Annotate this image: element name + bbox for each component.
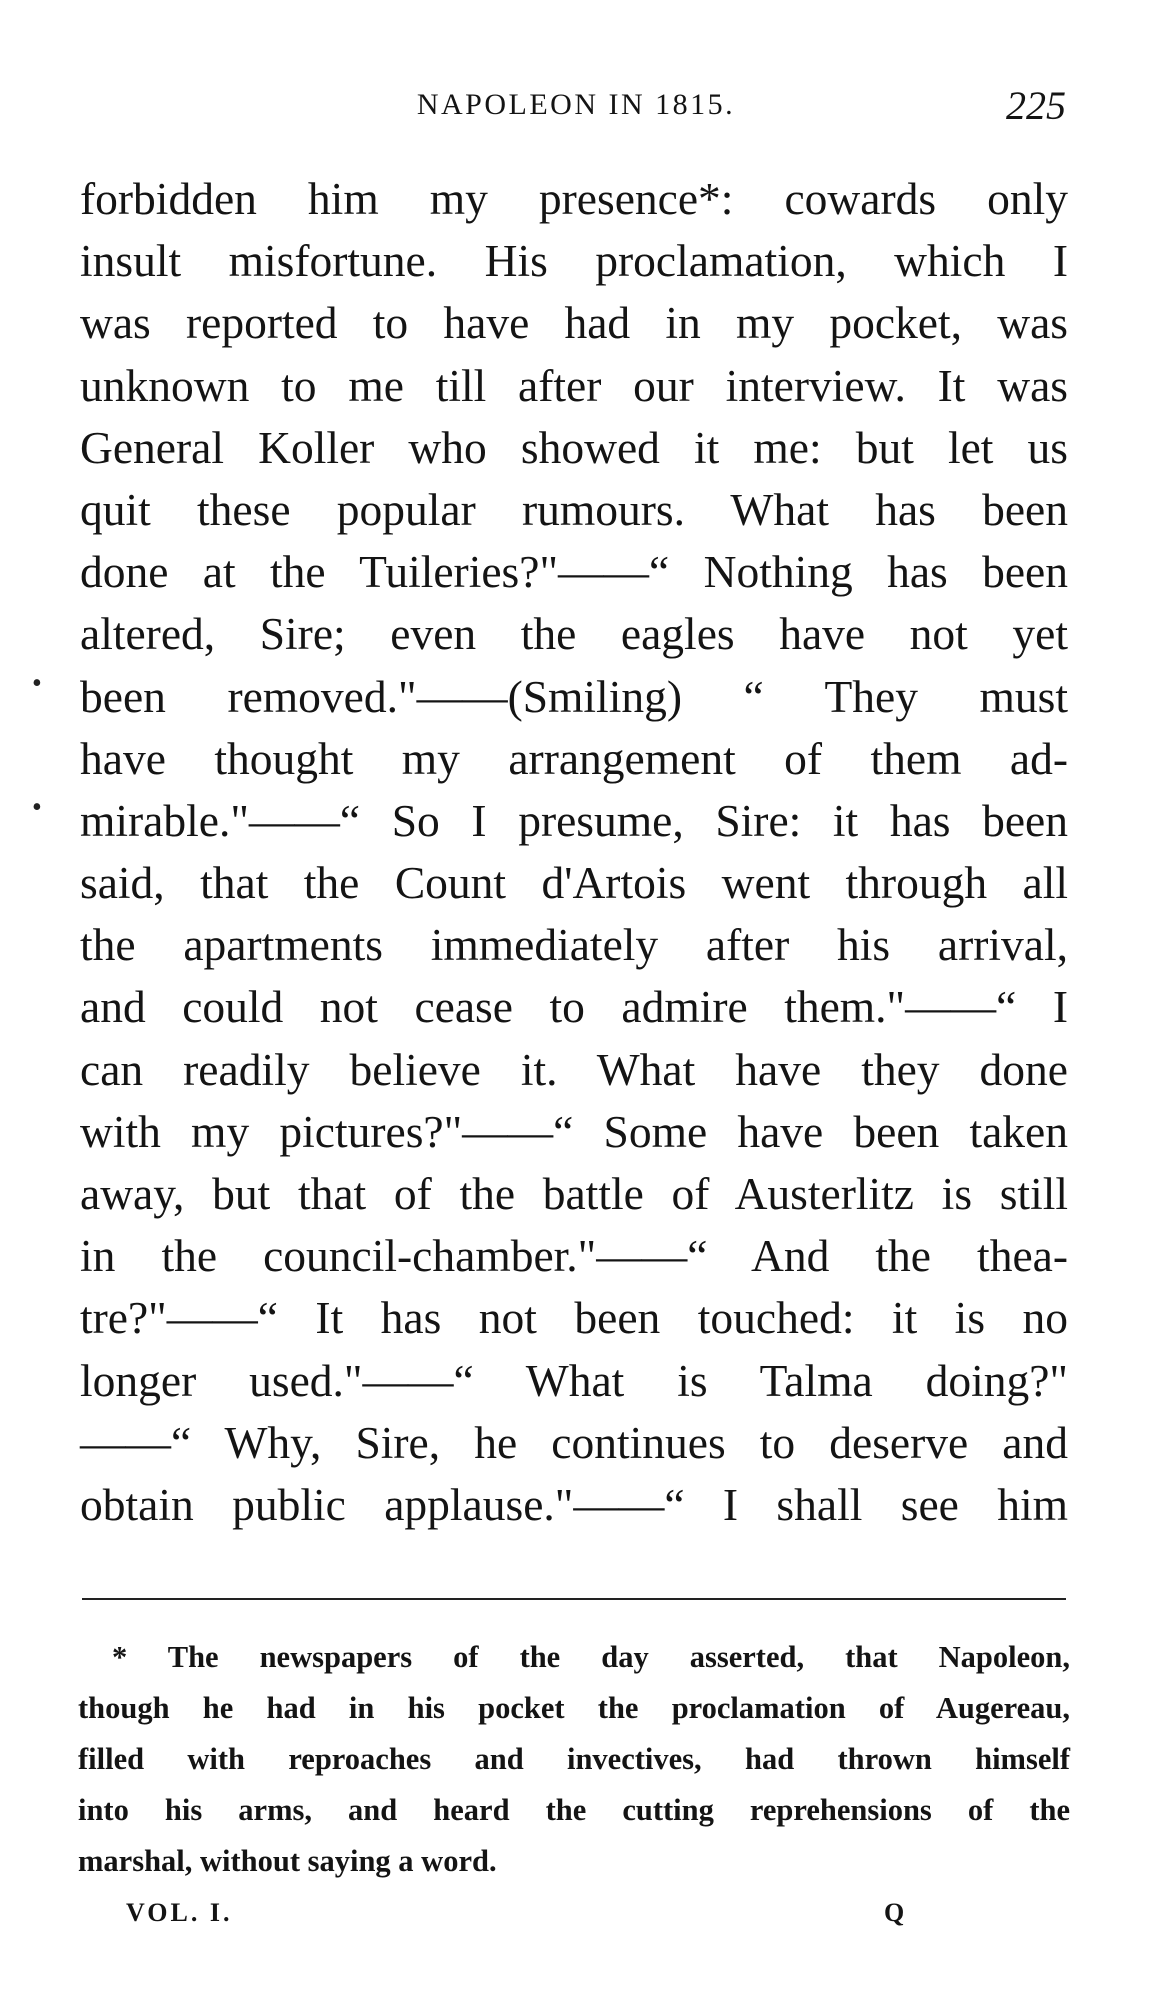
text-line: ——“ Why, Sire, he continues to deserve and xyxy=(80,1416,1068,1468)
text-line: insult misfortune. His proclamation, which I xyxy=(80,235,1068,287)
text-line: said, that the Count d'Artois went through all xyxy=(80,857,1068,909)
signature-mark: Q xyxy=(884,1898,905,1927)
footnote xyxy=(78,1632,1070,1887)
running-title: NAPOLEON IN 1815. xyxy=(416,88,736,121)
footnote-line: marshal, without saying a word. xyxy=(78,1844,497,1878)
volume-mark: VOL. I. xyxy=(126,1898,233,1927)
text-line: in the council-chamber."——“ And the thea- xyxy=(80,1230,1068,1282)
footnote-line: though he had in his pocket the proclamation of Augereau, xyxy=(78,1691,1070,1725)
footnote-line: * The newspapers of the day asserted, that Napoleon, xyxy=(112,1640,1070,1674)
text-line: altered, Sire; even the eagles have not yet xyxy=(80,608,1068,660)
text-line: longer used."——“ What is Talma doing?" xyxy=(80,1354,1068,1406)
page-number: 225 xyxy=(1006,83,1066,128)
body-text xyxy=(80,168,1068,1536)
text-line: been removed."——(Smiling) “ They must xyxy=(80,670,1068,722)
text-line: mirable."——“ So I presume, Sire: it has been xyxy=(80,794,1068,846)
text-line: was reported to have had in my pocket, was xyxy=(80,297,1068,349)
text-line: the apartments immediately after his arrival, xyxy=(80,919,1068,971)
running-head xyxy=(86,84,1066,144)
text-line: tre?"——“ It has not been touched: it is no xyxy=(80,1292,1068,1344)
text-line: can readily believe it. What have they done xyxy=(80,1043,1068,1095)
text-line: with my pictures?"——“ Some have been taken xyxy=(80,1105,1068,1157)
text-line: unknown to me till after our interview. It was xyxy=(80,359,1068,411)
text-line: General Koller who showed it me: but let us xyxy=(80,421,1068,473)
text-line: away, but that of the battle of Austerlitz is still xyxy=(80,1168,1068,1219)
text-line: obtain public applause."——“ I shall see him xyxy=(80,1478,1068,1530)
footnote-line: into his arms, and heard the cutting reprehensions of the xyxy=(78,1793,1070,1827)
margin-mark: • xyxy=(32,668,42,699)
footnote-line: filled with reproaches and invectives, had thrown himself xyxy=(78,1742,1070,1776)
margin-mark: • xyxy=(32,792,42,823)
text-line: quit these popular rumours. What has been xyxy=(80,483,1068,535)
text-line: forbidden him my presence*: cowards only xyxy=(80,173,1068,224)
text-line: and could not cease to admire them."——“ I xyxy=(80,981,1068,1033)
footnote-rule xyxy=(82,1598,1066,1600)
text-line: have thought my arrangement of them ad- xyxy=(80,732,1068,784)
text-line: done at the Tuileries?"——“ Nothing has been xyxy=(80,546,1068,598)
